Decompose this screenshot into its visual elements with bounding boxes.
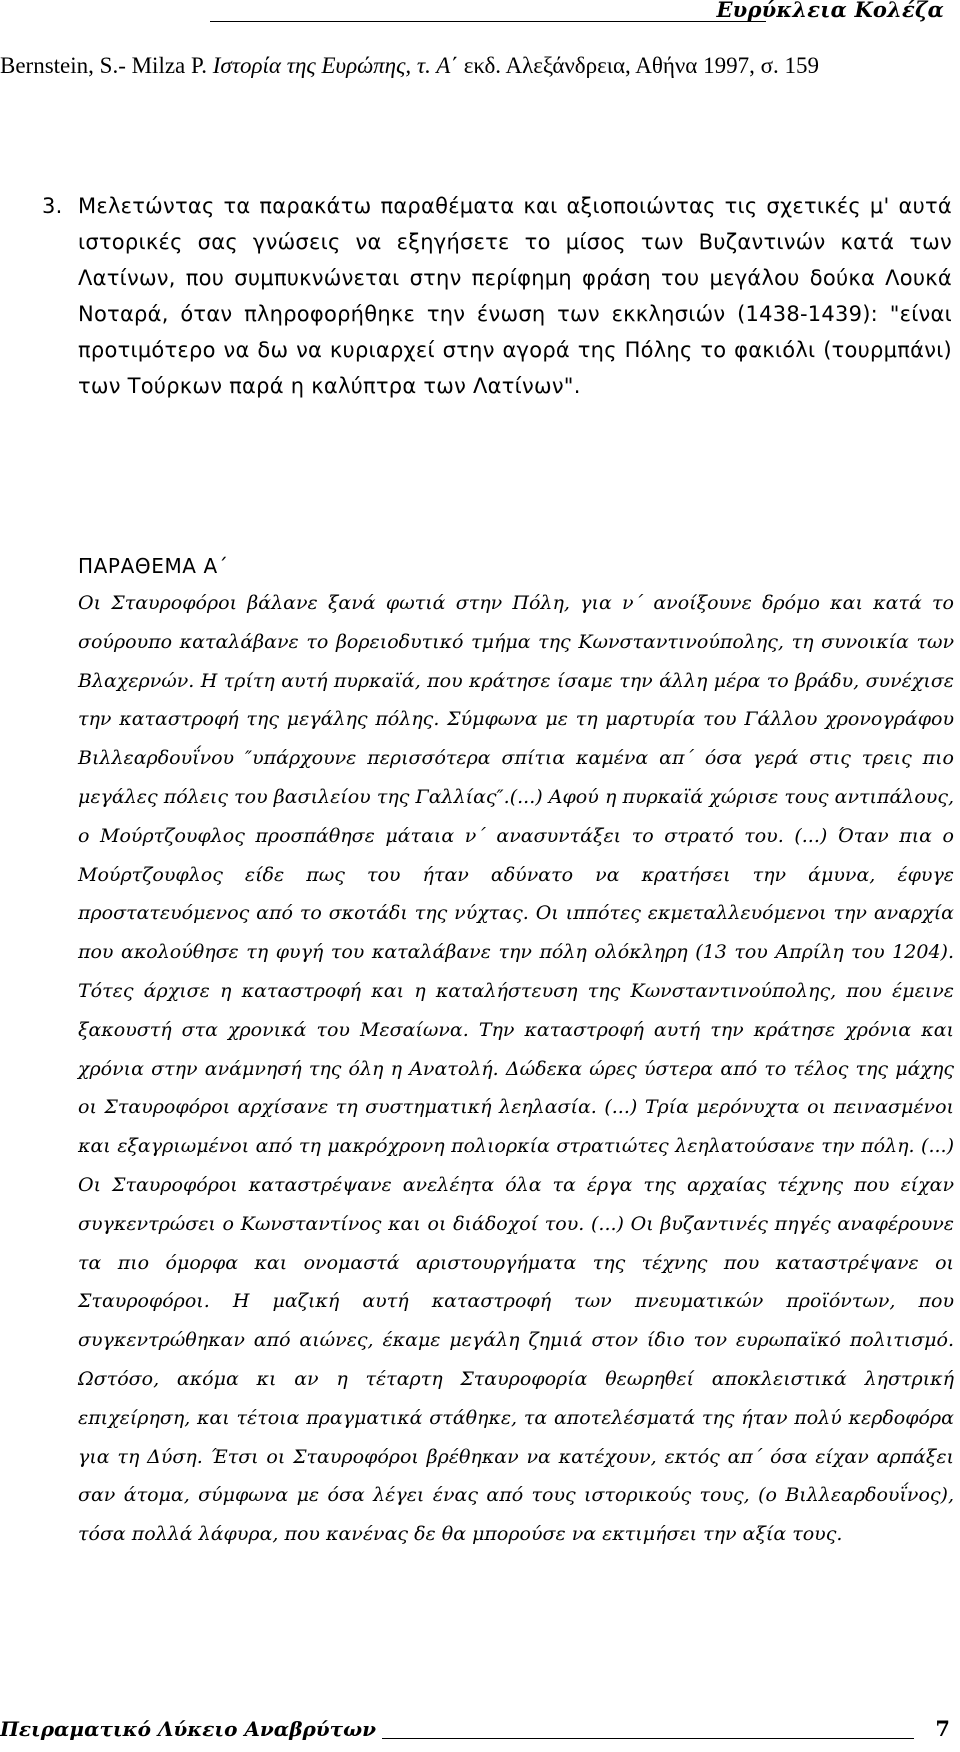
question-3 (42, 188, 952, 404)
excerpt-paragraph-1-text: Οι Σταυροφόροι βάλανε ξανά φωτιά στην Πόλη, για ν΄ ανοίξουνε δρόμο και κατά το σούρουπο καταλάβανε το βορειοδυτικό τμήμα της Κωνσταντινούπολης, τη συνοικία των Βλαχερνών. Η τρίτη αυτή πυρκαϊά, που κράτησε ίσαμε την άλλη μέρα το βράδυ, συνέχισε την καταστροφή της μεγάλης πόλης. Σύμφωνα με τη μαρτυρία του Γάλλου χρονογράφου Βιλλεαρδουΐνου ″υπάρχουνε περισσότερα σπίτια καμένα απ΄ όσα γερά στις τρεις πιο μεγάλες πόλεις του βασιλείου της Γαλλίας″.(...) Αφού η πυρκαϊά χώρισε τους αντιπάλους, ο Μούρτζουφλος προσπάθησε μάταια ν΄ ανασυντάξει το στρατό του. (...) Όταν πια ο Μούρτζουφλος είδε πως του ήταν αδύνατο να κρατήσει την άμυνα, έφυγε προστατευόμενος από το σκοτάδι της νύχτας. Οι ιππότες εκμεταλλευόμενοι την αναρχία που ακολούθησε τη φυγή του καταλάβανε την πόλη ολόκληρη (13 του Απρίλη του 1204). Τότες άρχισε η καταστροφή και η καταλήστευση της Κωνσταντινούπολης, που έμεινε ξακουστή στα χρονικά του Μεσαίωνα. Την καταστροφή αυτή την κράτησε χρόνια και χρόνια στην ανάμνησή της όλη η Ανατολή. Δώδεκα ώρες ύστερα από το τέλος της μάχης οι Σταυροφόροι αρχίσανε τη συστηματική λεηλασία. (...) Τρία μερόνυχτα οι πεινασμένοι και εξαγριωμένοι από τη μακρόχρονη πολιορκία στρατιώτες λεηλατούσανε την πόλη. (78, 592, 954, 1158)
header-rule (210, 21, 766, 22)
excerpt-title: ΠΑΡΑΘΕΜΑ Α΄ (78, 554, 229, 578)
page-number: 7 (935, 1716, 950, 1741)
citation-authors: Bernstein, S.- Milza P. (0, 53, 213, 78)
excerpt-ellipsis: (...) (921, 1135, 954, 1158)
citation-book-title: Ιστορία της Ευρώπης, τ. Α΄ (212, 53, 458, 78)
bibliographic-citation (0, 46, 940, 85)
footer-school: Πειραματικό Λύκειο Αναβρύτων (0, 1717, 377, 1741)
citation-publication: εκδ. Αλεξάνδρεια, Αθήνα 1997, σ. 159 (457, 53, 819, 78)
footer-rule (382, 1738, 914, 1739)
question-number: 3. (42, 194, 63, 218)
excerpt-a (78, 584, 954, 1554)
page-footer (0, 1716, 954, 1748)
excerpt-paragraph-1 (78, 584, 954, 1166)
page-header (0, 0, 952, 30)
question-text: Μελετώντας τα παρακάτω παραθέματα και αξιοποιώντας τις σχετικές μ' αυτά ιστορικές σας γνώσεις να εξηγήσετε το μίσος των Βυζαντινών κατά των Λατίνων, που συμπυκνώνεται στην περίφημη φράση του μεγάλου δούκα Λουκά Νοταρά, όταν πληροφορήθηκε την ένωση των εκκλησιών (1438-1439): "είναι προτιμότερο να δω να κυριαρχεί στην αγορά της Πόλης το φακιόλι (τουρμπάνι) των Τούρκων παρά η καλύπτρα των Λατίνων". (78, 194, 952, 398)
excerpt-paragraph-2: Οι Σταυροφόροι καταστρέψανε ανελέητα όλα τα έργα της αρχαίας τέχνης που είχαν συγκεντρώσει ο Κωνσταντίνος και οι διάδοχοί του. (...) Οι βυζαντινές πηγές αναφέρουνε τα πιο όμορφα και ονομαστά αριστουργήματα της τέχνης που καταστρέψανε οι Σταυροφόροι. Η μαζική αυτή καταστροφή των πνευματικών προϊόντων, που συγκεντρώθηκαν από αιώνες, έκαμε μεγάλη ζημιά στον ίδιο τον ευρωπαϊκό πολιτισμό. Ωστόσο, ακόμα κι αν η τέταρτη Σταυροφορία θεωρηθεί αποκλειστικά ληστρική επιχείρηση, και τέτοια πραγματικά στάθηκε, τα αποτελέσματά της ήταν πολύ κερδοφόρα για τη Δύση. Έτσι οι Σταυροφόροι βρέθηκαν να κατέχουν, εκτός απ΄ όσα είχαν αρπάξει σαν άτομα, σύμφωνα με όσα λέγει ένας από τους ιστορικούς τους, (ο Βιλλεαρδουΐνος), τόσα πολλά λάφυρα, που κανένας δε θα μπορούσε να εκτιμήσει την αξία τους. (78, 1173, 954, 1546)
header-author: Ευρύκλεια Κολέζα (716, 0, 944, 22)
